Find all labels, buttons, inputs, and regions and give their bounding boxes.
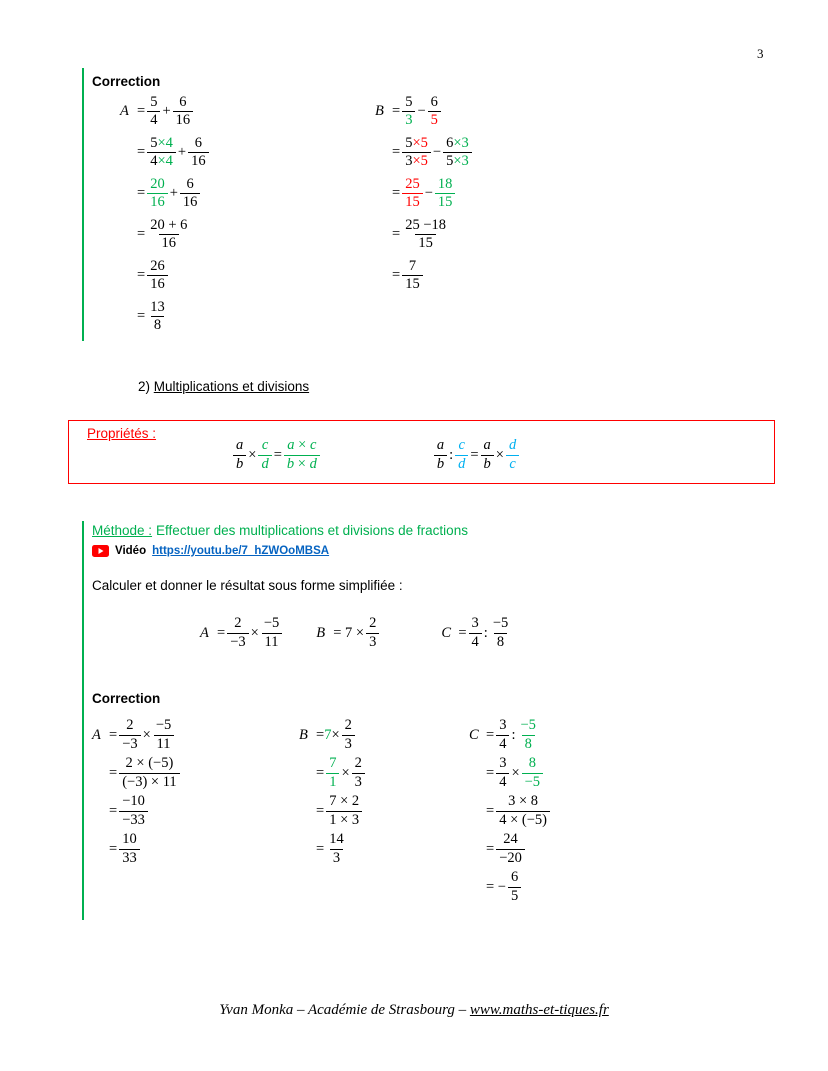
math-text: 2 <box>344 717 352 734</box>
video-link[interactable]: https://youtu.be/7_hZWOoMBSA <box>152 545 330 557</box>
math-text: = <box>392 267 401 283</box>
section-number: 2) <box>138 379 154 394</box>
fraction <box>402 258 423 294</box>
math-text: = <box>392 103 401 119</box>
fraction <box>402 135 431 171</box>
math-text: 7 <box>408 257 417 274</box>
math-text: a <box>287 437 295 454</box>
fraction <box>496 717 509 753</box>
correction1-block <box>82 68 474 341</box>
correction2-columns <box>92 716 772 906</box>
math-line <box>469 830 552 868</box>
math-line <box>375 214 474 255</box>
math-line <box>469 868 552 906</box>
footer <box>0 1002 828 1019</box>
fraction <box>147 258 168 294</box>
fraction <box>435 176 456 212</box>
fraction <box>352 755 365 791</box>
math-text: −5 <box>524 773 541 790</box>
properties-formulas <box>69 437 774 473</box>
exercise-c <box>441 613 513 653</box>
math-text: 6 <box>446 134 454 151</box>
multiplication-property-formula <box>231 437 322 473</box>
math-text: ×5 <box>412 134 428 151</box>
fraction <box>508 869 521 905</box>
math-text: 5 <box>510 887 519 904</box>
math-text: + <box>177 144 187 160</box>
math-text: 8 <box>528 755 536 772</box>
math-text: 6 <box>186 175 194 192</box>
correction2-example-b <box>299 716 469 906</box>
math-text: = <box>109 764 118 781</box>
math-text: ×5 <box>412 153 428 169</box>
math-line <box>469 754 552 792</box>
math-text: = <box>458 624 467 641</box>
math-text: 3 <box>369 633 377 650</box>
math-text: × <box>250 624 259 641</box>
math-text: −3 <box>230 633 246 650</box>
math-lhs: C <box>441 624 452 641</box>
fraction <box>402 94 415 130</box>
math-text: 20 + 6 <box>150 216 188 233</box>
math-line <box>375 173 474 214</box>
math-text: 5 <box>405 93 413 110</box>
math-text: : <box>483 624 488 641</box>
math-text: 11 <box>156 735 171 752</box>
math-text: ×3 <box>453 153 469 169</box>
math-text: c <box>261 437 269 454</box>
math-text: a <box>436 437 445 454</box>
math-text: 4 × (−5) <box>499 811 547 828</box>
math-text: 14 <box>329 831 344 848</box>
math-text: 16 <box>161 235 177 251</box>
math-text: = <box>392 185 401 201</box>
math-text: 3 <box>499 717 507 734</box>
math-text: − <box>417 103 426 119</box>
fraction <box>326 755 339 791</box>
math-line <box>299 830 469 868</box>
math-text: × <box>294 437 310 454</box>
math-text: 16 <box>150 194 165 210</box>
math-text: −5 <box>263 615 280 632</box>
fraction <box>119 717 140 753</box>
math-text: 4 <box>471 633 479 650</box>
footer-text: Yvan Monka – Académie de Strasbourg – <box>219 1002 470 1018</box>
math-text: 1 <box>329 773 337 790</box>
math-text: × <box>511 764 520 781</box>
fraction <box>119 793 148 829</box>
math-lhs: A <box>120 103 129 119</box>
math-text: = <box>137 308 146 324</box>
math-text: × <box>248 446 257 463</box>
correction2-example-c <box>469 716 552 906</box>
math-text: 2 <box>354 755 362 772</box>
math-text: = <box>470 446 479 463</box>
math-text: 16 <box>150 276 165 292</box>
fraction <box>147 176 168 212</box>
math-text: 13 <box>150 298 165 315</box>
math-text: 8 <box>153 317 162 333</box>
math-text: = <box>137 185 146 201</box>
math-text: 3 <box>332 849 341 866</box>
math-text: 8 <box>524 735 532 752</box>
math-line <box>120 173 375 214</box>
math-text: 5 <box>150 93 158 110</box>
math-text: b <box>286 455 295 472</box>
math-text: −5 <box>520 717 536 734</box>
math-text: 3 <box>344 735 352 752</box>
fraction <box>119 755 179 791</box>
math-line <box>92 716 299 754</box>
math-text: c <box>509 455 516 472</box>
math-text: 11 <box>264 633 279 650</box>
math-line <box>120 255 375 296</box>
math-text: d <box>309 455 317 472</box>
math-lhs: B <box>375 103 384 119</box>
math-text: : <box>511 726 516 743</box>
math-text: a <box>236 437 244 454</box>
math-line <box>375 255 474 296</box>
math-text: × <box>294 455 310 472</box>
math-text: = <box>486 726 495 743</box>
math-line <box>200 613 284 653</box>
math-text: 2 <box>369 615 377 632</box>
math-text: 6 <box>194 134 202 151</box>
math-text: 8 <box>496 633 505 650</box>
math-line <box>120 214 375 255</box>
math-text: 16 <box>191 153 206 169</box>
math-text: = <box>316 840 325 857</box>
math-text: × <box>331 726 340 743</box>
correction2-example-a <box>92 716 299 906</box>
correction1-columns <box>92 91 474 337</box>
math-text: + <box>169 185 178 201</box>
math-text: b <box>483 455 491 472</box>
math-text: × <box>142 726 151 743</box>
math-line <box>231 437 322 473</box>
correction1-example-a <box>120 91 375 337</box>
math-line <box>120 296 375 337</box>
math-text: = <box>316 764 325 781</box>
correction1-example-b <box>375 91 474 337</box>
fraction <box>496 755 509 791</box>
math-text: 7 × 2 <box>329 793 360 810</box>
fraction <box>147 217 190 253</box>
fraction <box>402 217 449 253</box>
math-text: c <box>309 437 317 454</box>
math-line <box>375 91 474 132</box>
math-text: 3 <box>499 755 507 772</box>
math-text: 24 <box>503 831 518 848</box>
math-text: = <box>486 764 495 781</box>
math-text: ×3 <box>453 134 469 151</box>
math-text: 5 <box>150 134 158 151</box>
math-text: 6 <box>430 93 438 110</box>
math-line <box>469 792 552 830</box>
fraction <box>258 437 271 473</box>
math-text: 20 <box>150 175 165 192</box>
fraction <box>227 615 248 651</box>
math-text: 5 <box>430 112 438 128</box>
math-text: ×4 <box>157 153 173 169</box>
math-text: 15 <box>405 276 420 292</box>
math-text: 4 <box>499 773 507 790</box>
fraction <box>326 831 347 867</box>
math-text: = <box>316 802 325 819</box>
math-line <box>92 792 299 830</box>
math-text: 10 <box>122 831 137 848</box>
math-text: 3 <box>354 773 362 790</box>
math-lhs: B <box>299 726 308 743</box>
math-text: = <box>137 103 146 119</box>
math-text: 1 × 3 <box>329 811 360 828</box>
math-line <box>92 754 299 792</box>
math-text: = 7 × <box>333 624 365 641</box>
exercise-row <box>200 613 772 653</box>
math-text: 15 <box>437 194 453 210</box>
math-text: d <box>261 455 269 472</box>
fraction <box>147 299 168 335</box>
video-row <box>92 545 772 557</box>
math-lhs: A <box>200 624 209 641</box>
fraction <box>147 94 160 130</box>
math-line <box>299 754 469 792</box>
math-text: 25 <box>405 175 420 192</box>
math-text: : <box>449 446 454 463</box>
fraction <box>496 793 550 829</box>
fraction <box>153 717 174 753</box>
math-text: 2 <box>234 615 242 632</box>
math-text: 16 <box>175 112 191 128</box>
section-title: Multiplications et divisions <box>153 379 310 394</box>
fraction <box>119 831 140 867</box>
math-line <box>120 132 375 173</box>
fraction <box>233 437 246 473</box>
fraction <box>402 176 423 212</box>
math-text: − <box>424 185 433 201</box>
section-heading <box>138 379 309 394</box>
youtube-play-icon <box>92 545 109 557</box>
math-lhs: B <box>316 624 326 641</box>
properties-label: Propriétés : <box>87 426 157 441</box>
math-text: d <box>508 437 517 454</box>
math-text: 3 <box>471 615 479 632</box>
math-text: = <box>137 144 146 160</box>
math-text: (−3) × 11 <box>122 773 177 790</box>
math-text: − <box>432 144 442 160</box>
correction1-title: Correction <box>92 74 161 89</box>
math-text: 4 <box>150 153 158 169</box>
math-text: −5 <box>492 615 509 632</box>
fraction <box>188 135 209 171</box>
math-text: ×4 <box>157 134 173 151</box>
math-text: 26 <box>150 257 165 274</box>
fraction <box>434 437 447 473</box>
math-text: 7 <box>324 726 332 743</box>
math-text: b <box>436 455 445 472</box>
fraction <box>506 437 519 473</box>
fraction <box>496 831 525 867</box>
math-line <box>299 716 469 754</box>
math-text: × <box>495 446 504 463</box>
math-text: 4 <box>150 112 158 128</box>
methode-block <box>82 521 772 920</box>
math-text: 16 <box>182 194 198 210</box>
fraction <box>455 437 468 473</box>
math-text: 7 <box>329 755 337 772</box>
exercise-instruction: Calculer et donner le résultat sous forme simplifiée : <box>92 578 403 593</box>
math-lhs: A <box>92 726 101 743</box>
fraction <box>517 717 538 753</box>
math-line <box>441 613 513 653</box>
math-text: 2 <box>126 717 134 734</box>
math-text: −10 <box>122 793 145 810</box>
math-text: 3 × 8 <box>508 793 539 810</box>
math-text: −3 <box>122 735 138 752</box>
math-text: = <box>137 226 146 242</box>
math-text: 3 <box>405 112 413 128</box>
math-text: = <box>273 446 282 463</box>
math-line <box>299 792 469 830</box>
fraction <box>147 135 176 171</box>
exercise-a <box>200 613 284 653</box>
math-line <box>92 830 299 868</box>
fraction <box>261 615 282 651</box>
math-text: = <box>392 226 401 242</box>
math-text: = <box>316 726 325 743</box>
math-line <box>120 91 375 132</box>
math-text: 15 <box>405 194 420 210</box>
page-number: 3 <box>757 46 764 61</box>
math-text: −20 <box>499 849 522 866</box>
math-text: = <box>109 802 118 819</box>
math-text: = <box>392 144 401 160</box>
math-line <box>469 716 552 754</box>
methode-title: Effectuer des multiplications et divisions de fractions <box>156 523 468 538</box>
fraction <box>284 437 320 473</box>
math-line <box>432 437 521 473</box>
fraction <box>428 94 441 130</box>
exercise-b <box>316 613 381 653</box>
fraction <box>180 176 201 212</box>
math-line <box>375 132 474 173</box>
math-text: = <box>109 726 118 743</box>
math-text: 33 <box>122 849 137 866</box>
math-text: 6 <box>510 869 519 886</box>
math-text: = <box>137 267 146 283</box>
math-text: 25 −18 <box>405 216 446 233</box>
math-text: 15 <box>418 235 433 251</box>
math-text: = <box>486 840 495 857</box>
fraction <box>490 615 511 651</box>
footer-link[interactable]: www.maths-et-tiques.fr <box>469 1002 609 1018</box>
math-text: = <box>217 624 226 641</box>
math-lhs: C <box>469 726 479 743</box>
fraction <box>469 615 482 651</box>
math-text: × <box>341 764 350 781</box>
math-text: 3 <box>405 153 413 169</box>
fraction <box>326 793 362 829</box>
fraction <box>522 755 543 791</box>
division-property-formula <box>432 437 521 473</box>
math-text: −5 <box>155 717 172 734</box>
fraction <box>481 437 494 473</box>
math-text: b <box>236 455 244 472</box>
correction2-title: Correction <box>92 691 161 706</box>
fraction <box>342 717 355 753</box>
fraction <box>366 615 379 651</box>
math-text: = − <box>486 878 506 895</box>
video-label: Vidéo <box>115 545 147 557</box>
methode-heading <box>92 523 772 538</box>
fraction <box>173 94 194 130</box>
math-text: c <box>458 437 465 454</box>
math-text: d <box>458 455 466 472</box>
math-text: 5 <box>405 134 413 151</box>
math-text: = <box>486 802 495 819</box>
math-text: = <box>109 840 118 857</box>
math-text: 4 <box>499 735 507 752</box>
math-text: 2 × (−5) <box>125 755 174 772</box>
math-text: 18 <box>437 175 453 192</box>
properties-box <box>68 420 775 484</box>
math-text: 6 <box>179 93 187 110</box>
math-line <box>316 613 381 653</box>
math-text: −33 <box>122 811 145 828</box>
math-text: + <box>162 103 171 119</box>
math-text: a <box>483 437 491 454</box>
math-text: 5 <box>446 153 454 169</box>
fraction <box>443 135 472 171</box>
methode-label: Méthode : <box>92 523 153 538</box>
